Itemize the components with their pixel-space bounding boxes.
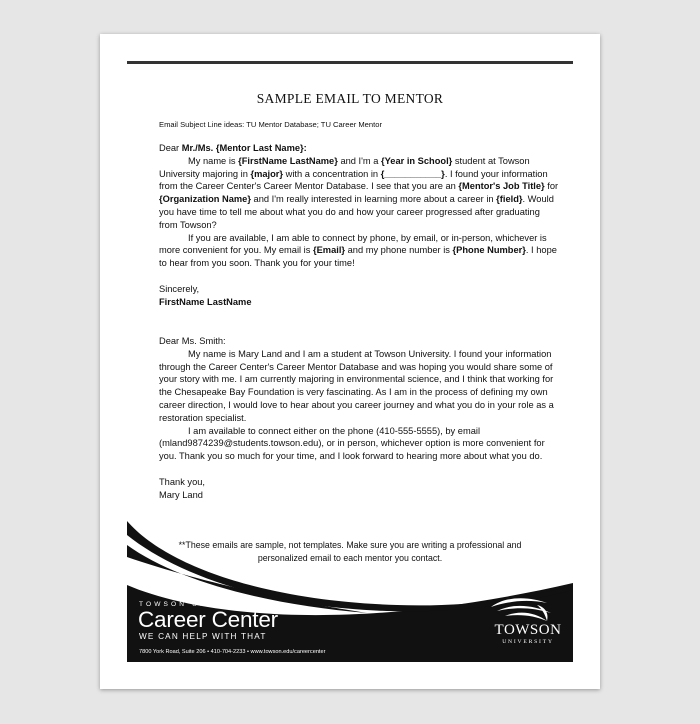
document-content xyxy=(127,61,573,662)
sample-disclaimer-note: **These emails are sample, not templates. Make sure you are writing a professional and personalized email to each mentor you contact. xyxy=(178,540,522,563)
top-rule xyxy=(127,61,573,64)
placeholder-field: {Organization Name} xyxy=(159,194,251,205)
placeholder-field: {FirstName LastName} xyxy=(238,155,338,166)
letter-text: . I found your information from the Career Center's Career Mentor Database. I see that you are an xyxy=(159,168,548,192)
template-greeting xyxy=(159,142,559,155)
example-closing: Thank you, xyxy=(159,476,205,487)
placeholder-field: {___________} xyxy=(380,168,445,179)
document-page xyxy=(100,34,600,689)
template-paragraph-2 xyxy=(159,232,559,270)
placeholder-field: {Year in School} xyxy=(380,155,453,166)
towson-logo-word: TOWSON xyxy=(494,622,562,638)
example-greeting: Dear Ms. Smith: xyxy=(159,336,226,346)
letter-text: student at Towson University majoring in xyxy=(159,155,530,179)
footer-career-center: Career Center xyxy=(138,607,278,632)
letter-text: . Would you have time to tell me about what you do and how your career progressed after graduating from Towson? xyxy=(159,194,554,230)
letter-text: If you are available, I am able to connect by phone, by email, or in-person, whichever is more convenient for you. My email is xyxy=(159,232,547,256)
placeholder-field: {major} xyxy=(250,168,284,179)
footer-address: 7800 York Road, Suite 206 • 410-704-2233 • www.towson.edu/careercenter xyxy=(139,649,326,655)
template-letter xyxy=(159,142,559,308)
greeting-placeholder: Mr./Ms. {Mentor Last Name}: xyxy=(181,143,307,153)
example-signature: Mary Land xyxy=(159,489,203,500)
placeholder-field: {Mentor's Job Title} xyxy=(458,181,545,192)
document-title: SAMPLE EMAIL TO MENTOR xyxy=(256,91,444,106)
subject-line-ideas: Email Subject Line ideas: TU Mentor Database; TU Career Mentor xyxy=(159,120,382,129)
example-letter xyxy=(159,335,559,501)
footer-org-top: TOWSON UNIVERSITY xyxy=(139,601,263,608)
towson-logo-subword: UNIVERSITY xyxy=(502,639,554,645)
template-paragraph-1 xyxy=(159,155,559,232)
letter-text: and I'm really interested in learning more about a career in xyxy=(250,194,497,205)
placeholder-field: {Phone Number} xyxy=(452,245,526,256)
greeting-prefix: Dear xyxy=(159,143,182,153)
template-signature xyxy=(159,296,559,309)
letter-text: for xyxy=(544,181,559,192)
letter-text: with a concentration in xyxy=(283,168,381,179)
placeholder-field: {Email} xyxy=(312,245,346,256)
letter-text: and my phone number is xyxy=(345,245,453,256)
template-closing: Sincerely, xyxy=(159,283,200,294)
footer-tagline: WE CAN HELP WITH THAT xyxy=(139,632,267,641)
letter-text: My name is xyxy=(188,155,239,166)
letter-text: and I'm a xyxy=(337,155,381,166)
placeholder-field: {field} xyxy=(496,194,523,205)
example-paragraph-2: I am available to connect either on the phone (410-555-5555), by email (mland9874239@students.towson.edu), or in person, whichever option is more convenient for you. Thank you so much for your time, and I look forward to hearing more about what you do. xyxy=(159,425,545,462)
template-signature-name: FirstName LastName xyxy=(159,296,252,307)
example-paragraph-1: My name is Mary Land and I am a student at Towson University. I found your information through the Career Center's Career Mentor Database and was hoping you would share some of your story with me. I am currently majoring in environmental science, and I think that working for the Chesapeake Bay Foundation is very fascinating. As I am in the process of defining my own career direction, I would love to hear about you career journey and what you do in your role as a restoration specialist. xyxy=(159,348,554,423)
towson-logo-icon xyxy=(487,597,569,623)
letter-text: . I hope to hear from you soon. Thank you for your time! xyxy=(159,245,557,269)
